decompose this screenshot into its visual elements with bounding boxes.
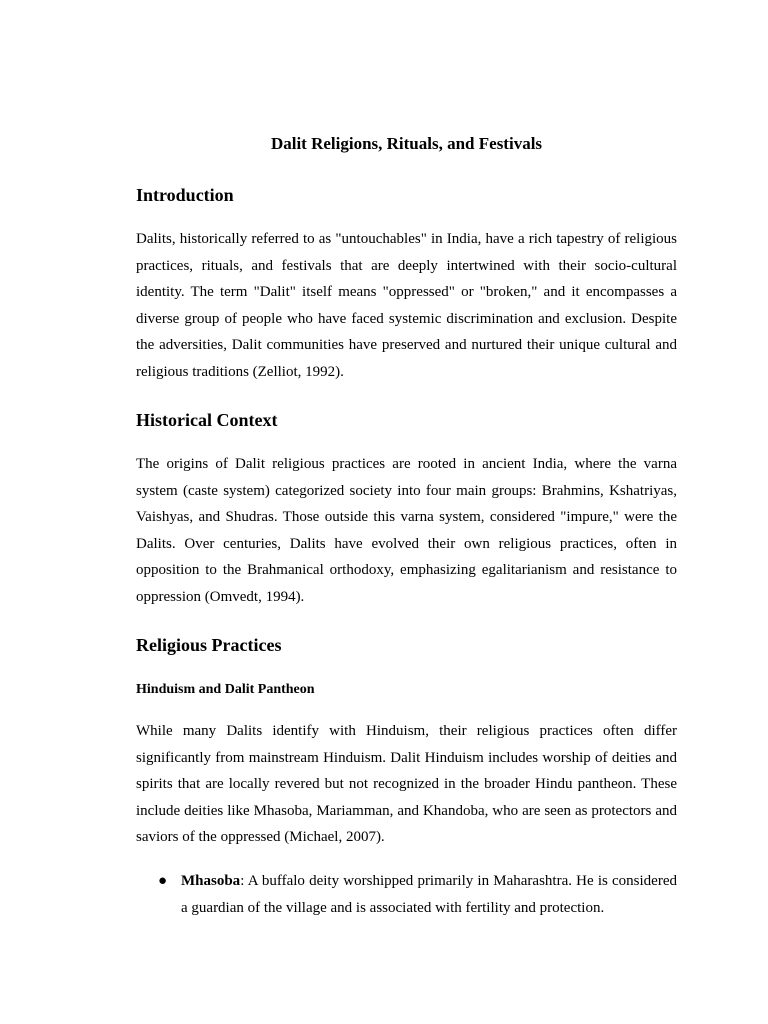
deity-bullet-list	[136, 868, 677, 921]
section-heading-religious-practices: Religious Practices	[136, 635, 282, 655]
introduction-paragraph: Dalits, historically referred to as "untouchables" in India, have a rich tapestry of religious practices, rituals, and festivals that are deeply intertwined with their socio-cultural identity. The term "Dalit" itself means "oppressed" or "broken," and it encompasses a diverse group of people who have faced systemic discrimination and exclusion. Despite the adversities, Dalit communities have preserved and nurtured their unique cultural and religious traditions (Zelliot, 1992).	[136, 231, 677, 380]
subsection-heading-hinduism-dalit-pantheon: Hinduism and Dalit Pantheon	[136, 682, 315, 697]
historical-context-paragraph: The origins of Dalit religious practices are rooted in ancient India, where the varna system (caste system) categorized society into four main groups: Brahmins, Kshatriyas, Vaishyas, and Shudras. Those outside this varna system, considered "impure," were the Dalits. Over centuries, Dalits have evolved their own religious practices, often in opposition to the Brahmanical orthodoxy, emphasizing egalitarianism and resistance to oppression (Omvedt, 1994).	[136, 456, 677, 605]
section-heading-historical-context: Historical Context	[136, 410, 278, 430]
list-item-text: : A buffalo deity worshipped primarily in Maharashtra. He is considered a guardian of the village and is associated with fertility and protection.	[181, 873, 677, 916]
document-title: Dalit Religions, Rituals, and Festivals	[270, 134, 543, 153]
list-item-term: Mhasoba	[181, 873, 241, 889]
bullet-icon: ●	[158, 873, 168, 889]
hinduism-dalit-pantheon-paragraph: While many Dalits identify with Hinduism, their religious practices often differ significantly from mainstream Hinduism. Dalit Hinduism includes worship of deities and spirits that are locally revered but not recognized in the broader Hindu pantheon. These include deities like Mhasoba, Mariamman, and Khandoba, who are seen as protectors and saviors of the oppressed (Michael, 2007).	[136, 723, 677, 846]
section-heading-introduction: Introduction	[136, 185, 234, 205]
list-item	[136, 868, 677, 921]
